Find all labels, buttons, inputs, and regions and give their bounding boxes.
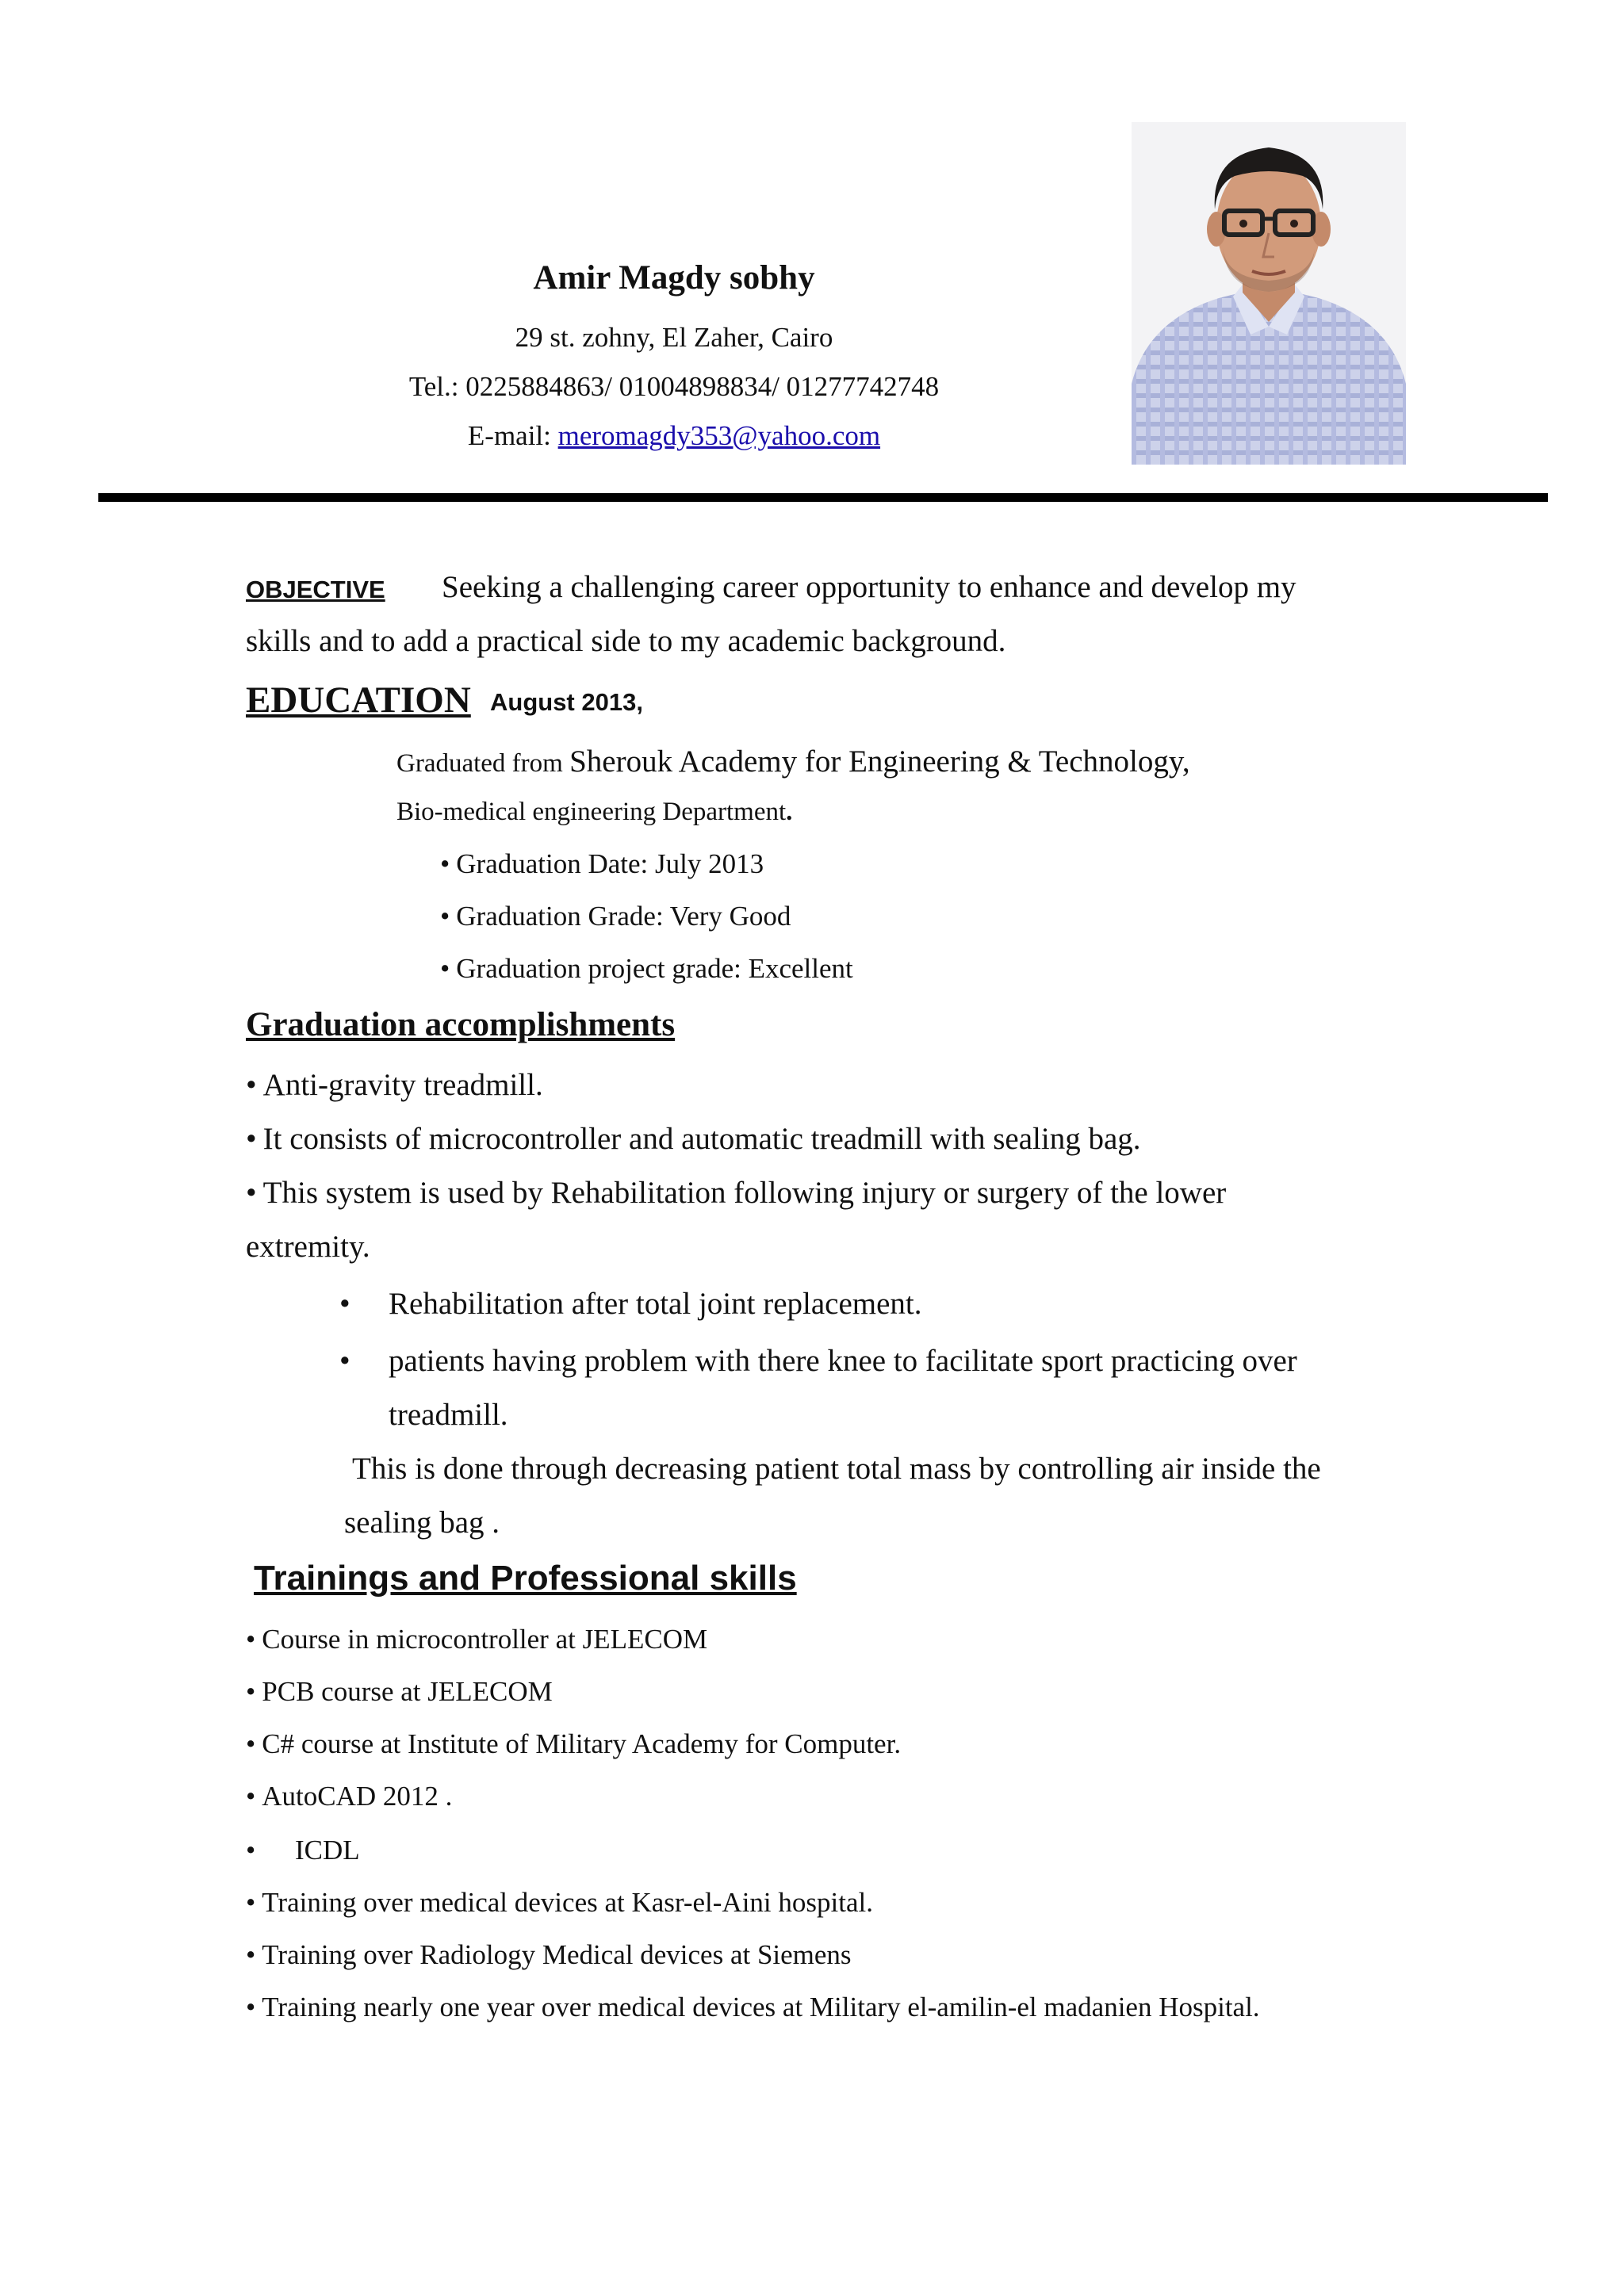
- department-period: .: [786, 798, 793, 826]
- training-item-text: ICDL: [295, 1835, 360, 1866]
- bullet-icon: •: [339, 1344, 350, 1378]
- accomplishment-item-continuation: extremity.: [246, 1230, 370, 1264]
- objective-label: OBJECTIVE: [246, 576, 385, 603]
- sub-item-continuation: treadmill.: [389, 1398, 508, 1432]
- sub-item-text: patients having problem with there knee to facilitate sport practicing over: [389, 1344, 1297, 1378]
- education-date: August 2013,: [490, 688, 643, 716]
- education-item: • Graduation Date: July 2013: [440, 848, 764, 880]
- candidate-name: Amir Magdy sobhy: [533, 259, 815, 297]
- accomplishment-sub-item: [339, 1343, 1297, 1379]
- email-line: [349, 420, 999, 452]
- header-divider: [98, 493, 1548, 502]
- training-item: [246, 1835, 360, 1866]
- email-label: E-mail:: [467, 420, 558, 451]
- education-department-line: [396, 798, 792, 827]
- accomplishment-sub-item: [339, 1286, 922, 1322]
- profile-photo: [1132, 122, 1406, 465]
- portrait-illustration: [1132, 122, 1406, 465]
- objective-text-line-2: skills and to add a practical side to my academic background.: [246, 624, 1006, 658]
- address: 29 st. zohny, El Zaher, Cairo: [515, 322, 833, 353]
- institution-name: Sherouk Academy for Engineering & Technology,: [569, 744, 1190, 779]
- sub-item-text: Rehabilitation after total joint replacement.: [389, 1287, 922, 1321]
- bullet-icon: •: [246, 1835, 256, 1866]
- accomplishment-item: • It consists of microcontroller and automatic treadmill with sealing bag.: [246, 1121, 1141, 1157]
- accomplishments-heading: Graduation accomplishments: [246, 1006, 676, 1043]
- education-item: • Graduation project grade: Excellent: [440, 953, 853, 985]
- accomplishment-item: • Anti-gravity treadmill.: [246, 1067, 543, 1103]
- training-item: • AutoCAD 2012 .: [246, 1781, 452, 1812]
- education-institution-line: [396, 744, 1190, 779]
- accomplishment-paragraph-line-1: This is done through decreasing patient total mass by controlling air inside the: [352, 1452, 1321, 1486]
- education-heading: EDUCATION: [246, 679, 471, 721]
- training-item: • Training over Radiology Medical devices at Siemens: [246, 1939, 852, 1971]
- bullet-icon: •: [339, 1287, 350, 1321]
- email-link[interactable]: meromagdy353@yahoo.com: [557, 420, 881, 451]
- department-name: Bio-medical engineering Department: [396, 798, 787, 826]
- training-item: • PCB course at JELECOM: [246, 1676, 553, 1708]
- graduated-from-text: Graduated from: [396, 749, 570, 778]
- trainings-heading: Trainings and Professional skills: [254, 1559, 797, 1598]
- education-item: • Graduation Grade: Very Good: [440, 901, 791, 932]
- training-item: • C# course at Institute of Military Academy for Computer.: [246, 1728, 901, 1760]
- training-item: • Course in microcontroller at JELECOM: [246, 1624, 707, 1655]
- objective-text-line-1: Seeking a challenging career opportunity to enhance and develop my: [442, 570, 1297, 604]
- training-item: • Training over medical devices at Kasr-el-Aini hospital.: [246, 1887, 873, 1919]
- accomplishment-item: • This system is used by Rehabilitation following injury or surgery of the lower: [246, 1175, 1226, 1211]
- telephone: Tel.: 0225884863/ 01004898834/ 01277742748: [408, 371, 940, 402]
- training-item: • Training nearly one year over medical devices at Military el-amilin-el madanien Hospital.: [246, 1992, 1260, 2023]
- accomplishment-paragraph-line-2: sealing bag .: [344, 1506, 500, 1540]
